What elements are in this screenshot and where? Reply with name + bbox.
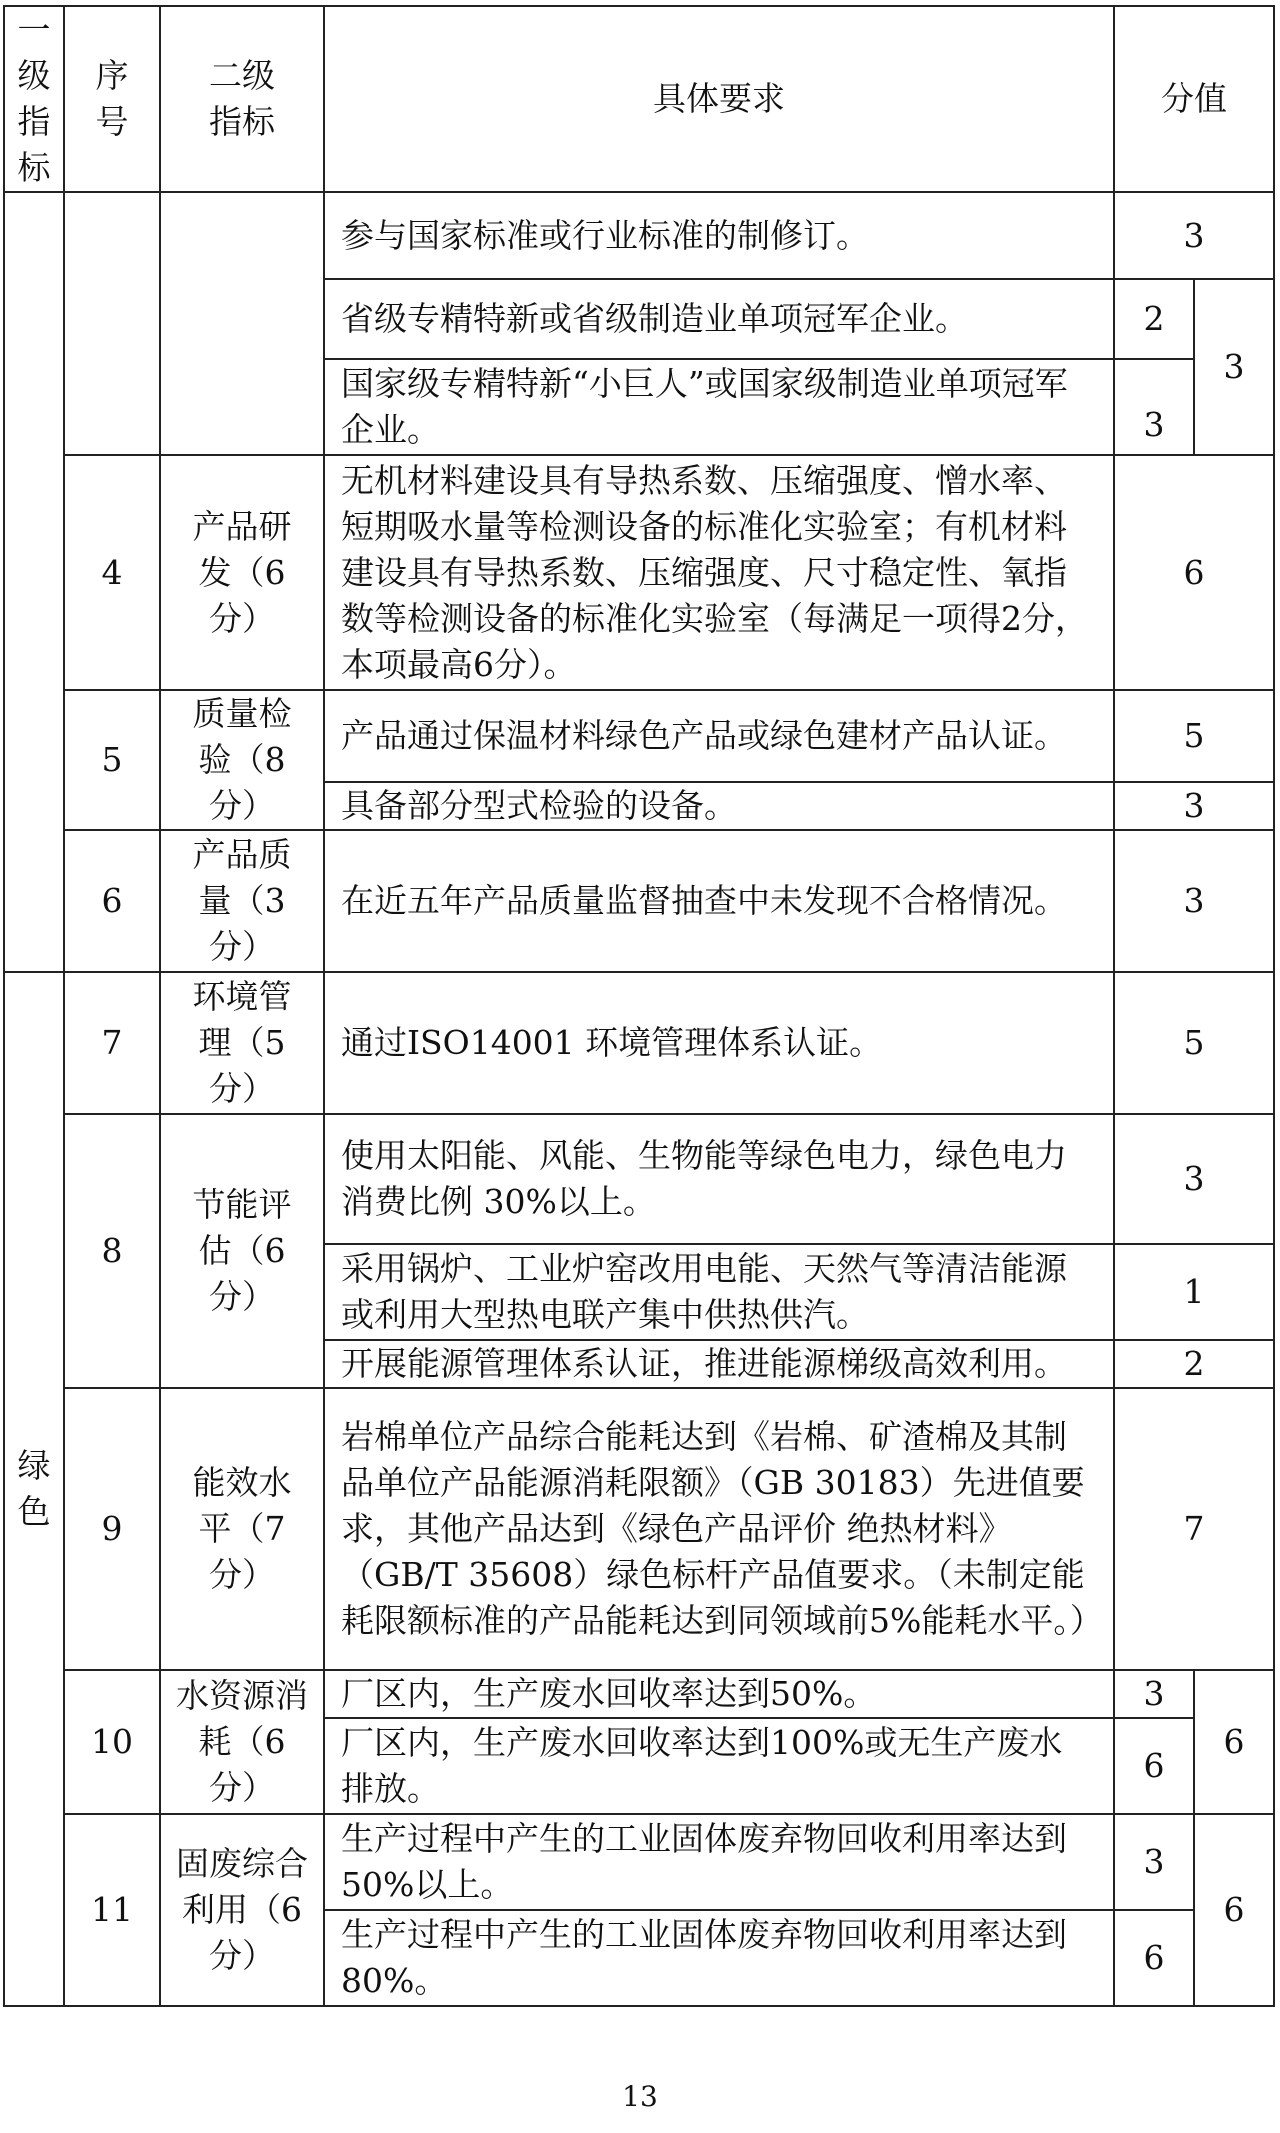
level2-cell-blank bbox=[160, 192, 324, 455]
score-cell: 2 bbox=[1114, 1340, 1274, 1388]
score-cell: 6 bbox=[1114, 455, 1274, 690]
requirement-cell: 在近五年产品质量监督抽查中未发现不合格情况。 bbox=[324, 830, 1114, 972]
score-cell: 6 bbox=[1114, 1718, 1194, 1814]
level2-cell: 产品研发（6分） bbox=[160, 455, 324, 690]
requirement-cell: 采用锅炉、工业炉窑改用电能、天然气等清洁能源或利用大型热电联产集中供热供汽。 bbox=[324, 1244, 1114, 1340]
level2-cell: 节能评估（6分） bbox=[160, 1114, 324, 1388]
score-cell: 7 bbox=[1114, 1388, 1274, 1670]
score-cell: 3 bbox=[1114, 192, 1274, 279]
requirement-cell: 生产过程中产生的工业固体废弃物回收利用率达到50%以上。 bbox=[324, 1814, 1114, 1910]
table-row bbox=[4, 455, 1274, 690]
score-cell: 3 bbox=[1114, 359, 1194, 455]
level2-cell: 固废综合利用（6分） bbox=[160, 1814, 324, 2006]
requirement-cell: 开展能源管理体系认证，推进能源梯级高效利用。 bbox=[324, 1340, 1114, 1388]
seq-cell: 8 bbox=[64, 1114, 160, 1388]
level2-cell: 产品质量（3分） bbox=[160, 830, 324, 972]
score-cell: 5 bbox=[1114, 690, 1274, 782]
group-score-cell: 6 bbox=[1194, 1670, 1274, 1814]
seq-cell: 4 bbox=[64, 455, 160, 690]
seq-cell: 6 bbox=[64, 830, 160, 972]
score-cell: 1 bbox=[1114, 1244, 1274, 1340]
requirement-cell: 国家级专精特新“小巨人”或国家级制造业单项冠军企业。 bbox=[324, 359, 1114, 455]
requirement-cell: 生产过程中产生的工业固体废弃物回收利用率达到80%。 bbox=[324, 1910, 1114, 2006]
requirement-cell: 无机材料建设具有导热系数、压缩强度、憎水率、短期吸水量等检测设备的标准化实验室；有机材料建设具有导热系数、压缩强度、尺寸稳定性、氧指数等检测设备的标准化实验室（每满足一项得2分，本项最高6分）。 bbox=[324, 455, 1114, 690]
header-row bbox=[4, 6, 1274, 192]
level2-cell: 能效水平（7分） bbox=[160, 1388, 324, 1670]
table-row bbox=[4, 1114, 1274, 1244]
requirement-cell: 厂区内，生产废水回收率达到50%。 bbox=[324, 1670, 1114, 1718]
table-row bbox=[4, 1814, 1274, 1910]
group-score-cell: 3 bbox=[1194, 279, 1274, 455]
table-row bbox=[4, 972, 1274, 1114]
requirement-cell: 省级专精特新或省级制造业单项冠军企业。 bbox=[324, 279, 1114, 359]
table-row bbox=[4, 1670, 1274, 1718]
score-cell: 6 bbox=[1114, 1910, 1194, 2006]
score-cell: 3 bbox=[1114, 1114, 1274, 1244]
group-score-cell: 6 bbox=[1194, 1814, 1274, 2006]
header-level2: 二级指标 bbox=[160, 6, 324, 192]
seq-cell: 11 bbox=[64, 1814, 160, 2006]
level2-cell: 水资源消耗（6分） bbox=[160, 1670, 324, 1814]
seq-cell: 9 bbox=[64, 1388, 160, 1670]
seq-cell: 5 bbox=[64, 690, 160, 830]
level1-cell-blank bbox=[4, 192, 64, 972]
level2-cell: 环境管理（5分） bbox=[160, 972, 324, 1114]
table-row bbox=[4, 1388, 1274, 1670]
seq-cell-blank bbox=[64, 192, 160, 455]
level1-cell: 绿色 bbox=[4, 972, 64, 2006]
header-score: 分值 bbox=[1114, 6, 1274, 192]
requirement-cell: 厂区内，生产废水回收率达到100%或无生产废水排放。 bbox=[324, 1718, 1114, 1814]
score-cell: 3 bbox=[1114, 830, 1274, 972]
seq-cell: 10 bbox=[64, 1670, 160, 1814]
page-number: 13 bbox=[622, 2080, 658, 2113]
header-requirement: 具体要求 bbox=[324, 6, 1114, 192]
table-row bbox=[4, 192, 1274, 279]
level2-cell: 质量检验（8分） bbox=[160, 690, 324, 830]
seq-cell: 7 bbox=[64, 972, 160, 1114]
header-seq: 序号 bbox=[64, 6, 160, 192]
score-cell: 3 bbox=[1114, 1670, 1194, 1718]
requirement-cell: 通过ISO14001 环境管理体系认证。 bbox=[324, 972, 1114, 1114]
requirement-cell: 产品通过保温材料绿色产品或绿色建材产品认证。 bbox=[324, 690, 1114, 782]
table-row bbox=[4, 690, 1274, 782]
header-level1: 一级指标 bbox=[4, 6, 64, 192]
score-cell: 3 bbox=[1114, 1814, 1194, 1910]
score-cell: 5 bbox=[1114, 972, 1274, 1114]
table-row bbox=[4, 830, 1274, 972]
score-cell: 3 bbox=[1114, 782, 1274, 830]
score-cell: 2 bbox=[1114, 279, 1194, 359]
indicator-table bbox=[3, 5, 1275, 2007]
requirement-cell: 具备部分型式检验的设备。 bbox=[324, 782, 1114, 830]
requirement-cell: 参与国家标准或行业标准的制修订。 bbox=[324, 192, 1114, 279]
requirement-cell: 岩棉单位产品综合能耗达到《岩棉、矿渣棉及其制品单位产品能源消耗限额》（GB 30183）先进值要求，其他产品达到《绿色产品评价 绝热材料》（GB/T 35608）绿色标杆产品值要求。（未制定能耗限额标准的产品能耗达到同领域前5%能耗水平。） bbox=[324, 1388, 1114, 1670]
requirement-cell: 使用太阳能、风能、生物能等绿色电力，绿色电力消费比例 30%以上。 bbox=[324, 1114, 1114, 1244]
